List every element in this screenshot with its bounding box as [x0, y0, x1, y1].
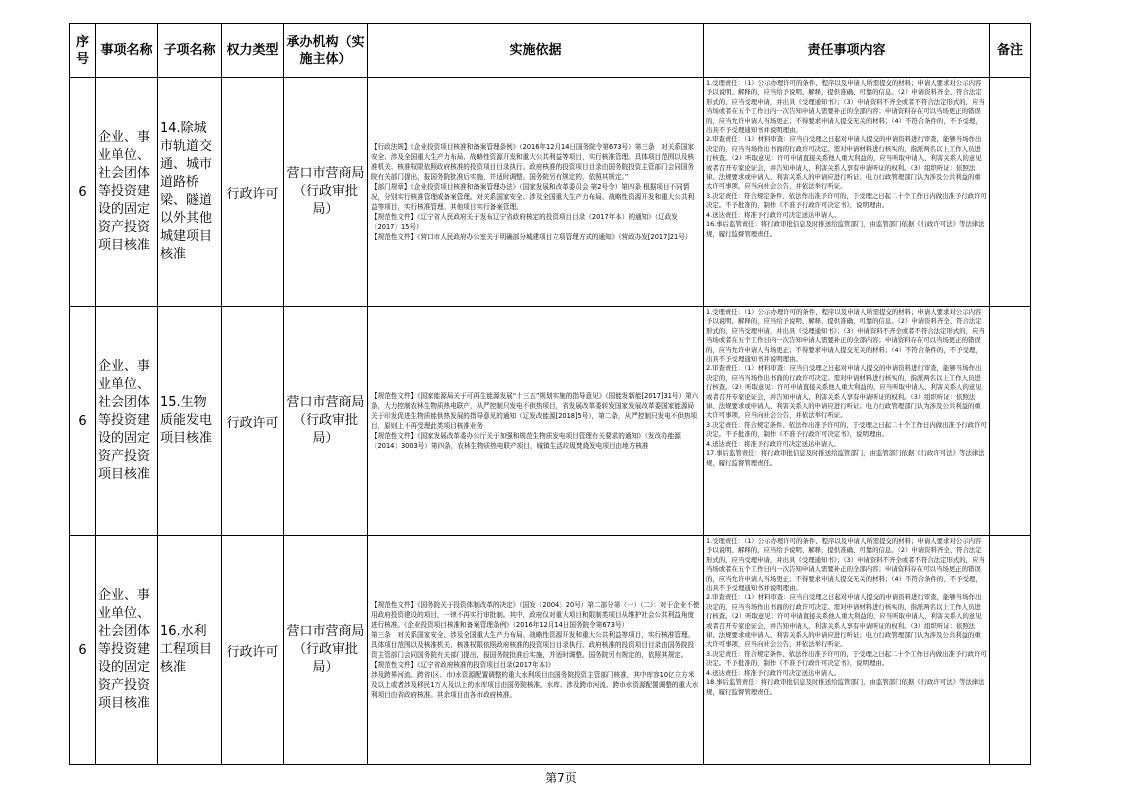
- responsibility-paragraph: 2.审查责任：（1）材料审查：应当自受理之日起对申请人提交的申请资料进行审查，能够当场作出决定的，应当当场作出书面的行政许可决定。需对申请材料进行核实的，指派两名以上工作人员进行核查。（2）听取意见：许可申请直接关系他人重大利益的，应当听取申请人、利害关系人的意见或者召开专家论证会，并告知申请人、利害关系人享有申请听证的权利。（3）组织听证：依照法律、法规要求或申请人、利害关系人的申请应进行听证；电力行政管理部门认为涉及公共利益的重大许可事项，应当向社会公告，并依法举行听证。: [706, 593, 982, 649]
- responsibility-table: [69, 23, 1031, 765]
- item-name-cell: 企业、事业单位、社会团体等投资建设的固定资产投资项目核准: [96, 536, 158, 765]
- seq-cell: 6: [70, 536, 96, 765]
- table-row: [70, 536, 1031, 765]
- responsibility-paragraph: 3.决定责任：符合规定条件、依法作出准予许可的，于受理之日起二十个工作日内做出准予行政许可决定。不予批准的，制作《不准予行政许可决定书》，说明理由。: [706, 420, 987, 439]
- basis-paragraph: 【规范性文件】《国家能源局关于可再生能源发展“十三五”规划实施的指导意见》（国能发新能[2017]31号）第六条，大力控制农林生物质热电联产，从严控制只发电不供热项目，省发展改革委转发国家发展改革委国家能源局关于印发促进生物质能供热发展的指导意见的通知（辽发改能源[2018]5号），第二条，从严控制只发电不供热项目，原则上不再受理此类项目核准业务: [371, 392, 699, 430]
- seq-cell: 6: [70, 307, 96, 536]
- basis-paragraph: 【规范性文件】《辽宁省政府核准的投资项目目录(2017年本)》: [371, 661, 555, 669]
- responsibility-paragraph: 3.决定责任：符合规定条件、依法作出准予许可的，于受理之日起二十个工作日内做出准予行政许可决定。不予批准的，制作《不准予行政许可决定书》，说明理由。: [706, 649, 987, 668]
- basis-cell: [368, 536, 704, 765]
- organization-cell: 营口市营商局（行政审批局）: [284, 78, 368, 307]
- header-seq: 序号: [70, 24, 96, 78]
- table-row: [70, 307, 1031, 536]
- responsibility-paragraph: 1.受理责任：（1）公示办理许可的条件、程序以及申请人所需提交的材料；申请人要求对公示内容予以说明、解释的，应当给予说明、解释，提供准确、可靠的信息。（2）申请资料齐全、符合法定形式的，应当受理申请，并出具《受理通知书》；（3）申请资料不齐全或者不符合法定形式的，应当当场或者在五个工作日内一次告知申请人需要补正的全部内容；申请资料存在可以当场更正的错误的，应当允许申请人当场更正；不得要求申请人提交无关的材料；（4）不符合条件的，不予受理，出具不予受理通知书并说明理由。: [706, 537, 985, 593]
- seq-cell: 6: [70, 78, 96, 307]
- basis-paragraph: 涉及跨界河流、跨省(区、市)水资源配置调整的重大水利项目由国务院投资主管部门核准，其中库容10亿立方米及以上或者涉及移民1万人及以上的水库项目由国务院核准。水库、涉及跨市河流、跨市水资源配置调整的重大水利项目由省政府核准。其余项目由各市政府核准。: [371, 671, 699, 699]
- sub-item-cell: 16.水利工程项目核准: [158, 536, 222, 765]
- header-responsibility: 责任事项内容: [704, 24, 990, 78]
- responsibility-paragraph: 4.送达责任：将准予行政许可决定送达申请人。: [706, 210, 840, 219]
- table-row: [70, 78, 1031, 307]
- responsibility-paragraph: 4.送达责任：将准予行政许可决定送达申请人。: [706, 668, 840, 677]
- responsibility-cell: [704, 307, 990, 536]
- responsibility-paragraph: 17.事后监管责任：将行政审批信息及时推送给监管部门，由监管部门依据《行政许可法》等法律法规，履行监督管理责任。: [706, 449, 985, 467]
- power-type-cell: 行政许可: [222, 78, 284, 307]
- basis-cell: [368, 78, 704, 307]
- header-note: 备注: [990, 24, 1031, 78]
- header-organization: 承办机构（实施主体）: [284, 24, 368, 78]
- power-type-cell: 行政许可: [222, 536, 284, 765]
- header-power-type: 权力类型: [222, 24, 284, 78]
- note-cell: [990, 78, 1031, 307]
- page-number: 第7页: [545, 771, 577, 785]
- note-cell: [990, 307, 1031, 536]
- basis-paragraph: 第三条 对关系国家安全、涉及全国重大生产力布局、战略性资源开发和重大公共利益等项目，实行核准管理。具体项目范围以及核准机关、核准权限依照政府核准的投资项目目录执行。政府核准的投资项目目录由国务院投资主管部门会同国务院有关部门提出，报国务院批准后实施，并适时调整。国务院另有规定的，依照其规定。: [371, 631, 695, 659]
- responsibility-paragraph: 1.受理责任：（1）公示办理许可的条件、程序以及申请人所需提交的材料；申请人要求对公示内容予以说明、解释的，应当给予说明、解释，提供准确、可靠的信息。（2）申请资料齐全、符合法定形式的，应当受理申请，并出具《受理通知书》；（3）申请资料不齐全或者不符合法定形式的，应当当场或者在五个工作日内一次告知申请人需要补正的全部内容；申请资料存在可以当场更正的错误的，应当允许申请人当场更正；不得要求申请人提交无关的材料；（4）不符合条件的，不予受理，出具不予受理通知书并说明理由。: [706, 308, 985, 364]
- basis-cell: [368, 307, 704, 536]
- responsibility-paragraph: 4.送达责任：将准予行政许可决定送达申请人。: [706, 439, 840, 448]
- basis-paragraph: 【规范性文件】《辽宁省人民政府关于发布辽宁省政府核定的投资项目目录（2017年本）的通知》（辽政发〔2017〕15号）: [371, 213, 678, 231]
- header-item-name: 事项名称: [96, 24, 158, 78]
- organization-cell: 营口市营商局（行政审批局）: [284, 536, 368, 765]
- responsibility-paragraph: 2.审查责任：（1）材料审查：应当自受理之日起对申请人提交的申请资料进行审查，能够当场作出决定的，应当当场作出书面的行政许可决定。需对申请材料进行核实的，指派两名以上工作人员进行核查。（2）听取意见：许可申请直接关系他人重大利益的，应当听取申请人、利害关系人的意见或者召开专家论证会，并告知申请人、利害关系人享有申请听证的权利。（3）组织听证：依照法律、法规要求或申请人、利害关系人的申请应进行听证；电力行政管理部门认为涉及公共利益的重大许可事项，应当向社会公告，并依法举行听证。: [706, 364, 982, 420]
- responsibility-paragraph: 2.审查责任：（1）材料审查：应当自受理之日起对申请人提交的申请资料进行审查，能够当场作出决定的，应当当场作出书面的行政许可决定。需对申请材料进行核实的，指派两名以上工作人员进行核查。（2）听取意见：许可申请直接关系他人重大利益的，应当听取申请人、利害关系人的意见或者召开专家论证会，并告知申请人、利害关系人享有申请听证的权利。（3）组织听证：依照法律、法规要求或申请人、利害关系人的申请应进行听证；电力行政管理部门认为涉及公共利益的重大许可事项，应当向社会公告，并依法举行听证。: [706, 135, 982, 191]
- responsibility-cell: [704, 536, 990, 765]
- responsibility-cell: [704, 78, 990, 307]
- basis-paragraph: 【规范性文件】《国务院关于投资体制改革的决定》（国发〔2004〕20号）第二部分第（一）（二）：对于企业不使用政府投资建设的项目，一律不再实行审批制。其中，政府仅对重大项目和限制类项目从维护社会公共利益角度进行核准。《企业投资项目核准和备案管理条例》（2016年12月14日国务院令第673号）: [371, 601, 700, 629]
- responsibility-paragraph: 3.决定责任：符合规定条件、依法作出准予许可的，于受理之日起二十个工作日内做出准予行政许可决定。不予批准的，制作《不准予行政许可决定书》，说明理由。: [706, 191, 987, 210]
- sub-item-cell: 15.生物质能发电项目核准: [158, 307, 222, 536]
- header-row: [70, 24, 1031, 78]
- power-type-cell: 行政许可: [222, 307, 284, 536]
- basis-paragraph: 【行政法规】《企业投资项目核准和备案管理条例》（2016年12月14日国务院令第673号）第三条 对关系国家安全、涉及全国重大生产力布局、战略性资源开发和重大公共利益等项目，实行核准管理。具体项目范围以及核准机关、核准权限依照政府核准的投资项目目录执行。政府核准的投资项目目录由国务院投资主管部门会同国务院有关部门提出，报国务院批准后实施，并适时调整。国务院另有规定的，依照其规定。”: [371, 143, 695, 181]
- responsibility-paragraph: 18.事后监管责任：将行政审批信息及时推送给监管部门，由监管部门依据《行政许可法》等法律法规，履行监督管理责任。: [706, 678, 985, 696]
- responsibility-paragraph: 1.受理责任：（1）公示办理许可的条件、程序以及申请人所需提交的材料；申请人要求对公示内容予以说明、解释的，应当给予说明、解释，提供准确、可靠的信息。（2）申请资料齐全、符合法定形式的，应当受理申请，并出具《受理通知书》；（3）申请资料不齐全或者不符合法定形式的，应当当场或者在五个工作日内一次告知申请人需要补正的全部内容；申请资料存在可以当场更正的错误的，应当允许申请人当场更正；不得要求申请人提交无关的材料；（4）不符合条件的，不予受理，出具不予受理通知书并说明理由。: [706, 79, 985, 135]
- header-basis: 实施依据: [368, 24, 704, 78]
- sub-item-cell: 14.除城市轨道交通、城市道路桥梁、隧道以外其他城建项目核准: [158, 78, 222, 307]
- responsibility-paragraph: 16.事后监管责任：将行政审批信息及时推送给监管部门，由监管部门依据《行政许可法》等法律法规，履行监督管理责任。: [706, 220, 985, 238]
- basis-paragraph: 【规范性文件】《营口市人民政府办公室关于明确部分城建项目立项管理方式的通知》（营政办发[2017]21号）: [371, 233, 692, 241]
- basis-paragraph: 【规范性文件】《国家发展改革委办公厅关于加强和规范生物质发电项目管理有关要求的通知》（发改办能源〔2014〕3003号）第四条，农林生物质热电联产项目，城镇生活垃圾焚烧发电项目由地方核准: [371, 432, 681, 450]
- basis-paragraph: 【部门规章】《企业投资项目核准和备案管理办法》（国家发展和改革委员会 第2号令）第四条 根据项目不同情况，分别实行核准管理或备案管理。对关系国家安全、涉及全国重大生产力布局、战略性资源开发和重大公共利益等项目，实行核准管理。其他项目实行备案管理。: [371, 183, 695, 211]
- header-sub-item-name: 子项名称: [158, 24, 222, 78]
- note-cell: [990, 536, 1031, 765]
- item-name-cell: 企业、事业单位、社会团体等投资建设的固定资产投资项目核准: [96, 78, 158, 307]
- item-name-cell: 企业、事业单位、社会团体等投资建设的固定资产投资项目核准: [96, 307, 158, 536]
- organization-cell: 营口市营商局（行政审批局）: [284, 307, 368, 536]
